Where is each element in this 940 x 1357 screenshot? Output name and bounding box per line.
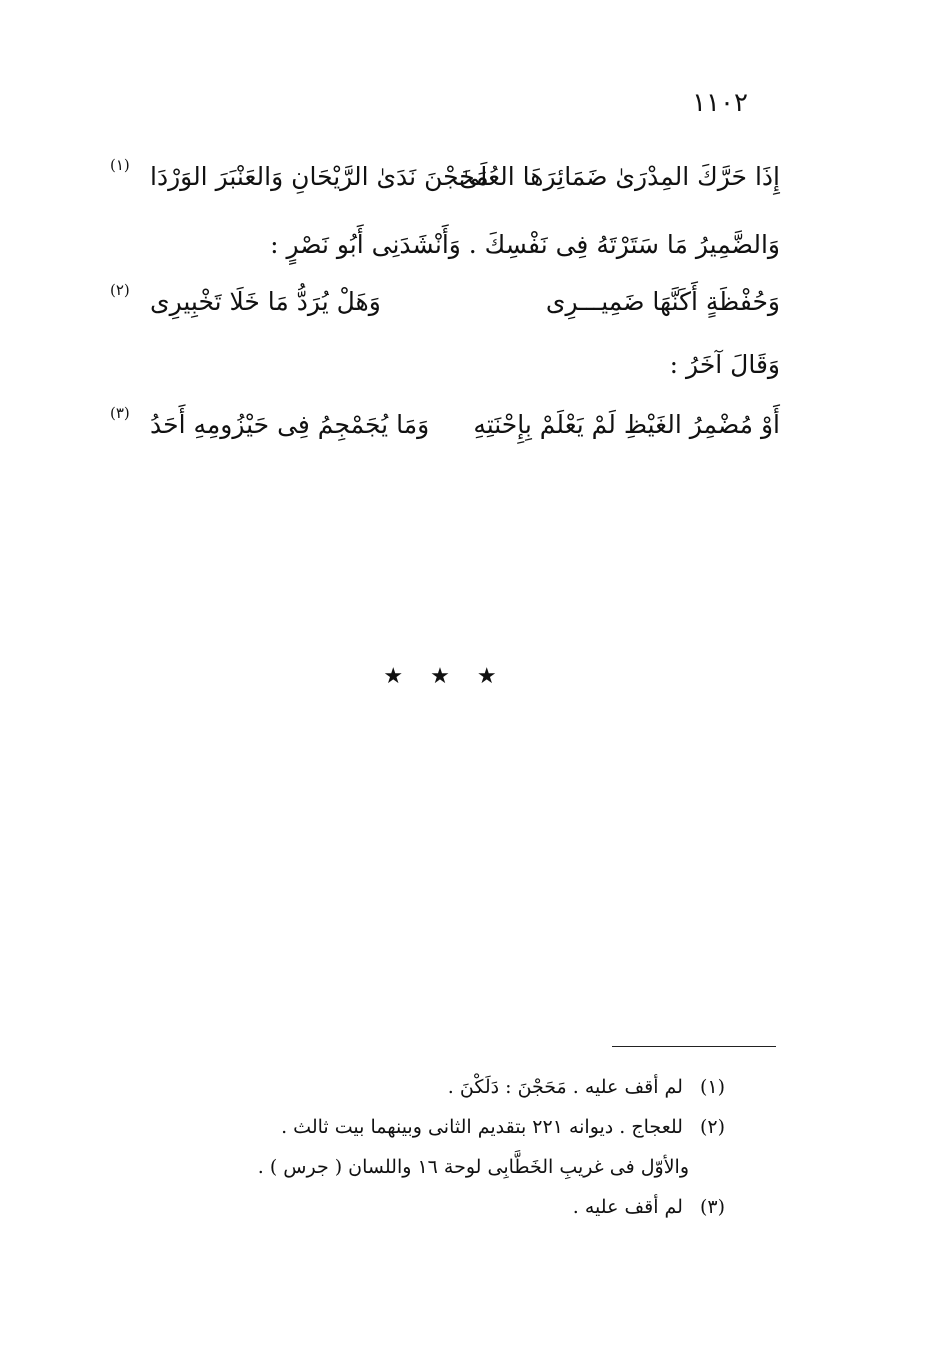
verse-2-first-hemistich: وَحُفْظَةٍ أَكَنَّهَا ضَمِيـــرِى <box>545 287 780 316</box>
footnote-3-number: (٣) <box>699 1196 725 1218</box>
footnote-1-text: لم أقف عليه . مَحَجْنَ : دَلَكْنَ . <box>447 1076 683 1098</box>
prose-line-2: وَقَالَ آخَرُ : <box>669 350 780 379</box>
footnote-1-number: (١) <box>699 1076 725 1098</box>
page-number: ١١٠٢ <box>692 88 748 118</box>
footnote-2 <box>165 1116 725 1156</box>
prose-line-1: وَالضَّمِيرُ مَا سَتَرْتَهُ فِى نَفْسِكَ . وَأَنْشَدَنِى أَبُو نَصْرٍ : <box>270 230 780 259</box>
footnote-2-continuation <box>165 1156 725 1196</box>
footnote-2-text: للعجاج . ديوانه ٢٢١ بتقديم الثانى وبينهما بيت ثالث . <box>281 1116 683 1138</box>
verse-1-footnote-ref: (١) <box>110 156 130 174</box>
verse-2-second-hemistich: وَهَلْ يُرَدُّ مَا خَلَا تَخْبِيرِى <box>150 287 381 316</box>
footnote-2-continuation-text: والأوّل فى غريبِ الخَطَّابِى لوحة ١٦ واللسان ( جرس ) . <box>257 1156 689 1178</box>
footnote-3-text: لم أقف عليه . <box>572 1196 683 1218</box>
footnote-2-number: (٢) <box>699 1116 725 1138</box>
verse-2-footnote-ref: (٢) <box>110 281 130 299</box>
footnote-3 <box>165 1196 725 1236</box>
footnote-1 <box>165 1076 725 1116</box>
footnote-rule <box>612 1046 776 1047</box>
verse-3 <box>100 404 790 460</box>
verse-3-second-hemistich: وَمَا يُجَمْجِمُ فِى حَيْزُومِهِ أَحَدُ <box>150 410 430 439</box>
section-separator-stars: ★ ★ ★ <box>383 664 507 689</box>
footnotes <box>165 1076 725 1236</box>
verse-1-second-hemistich: مَحَجْنَ نَدَىٰ الرَّيْحَانِ وَالعَنْبَرَ الوَرْدَا <box>150 162 489 191</box>
verse-3-first-hemistich: أَوْ مُضْمِرُ الغَيْظِ لَمْ يَعْلَمْ بِإِحْنَتِهِ <box>473 410 780 439</box>
verse-2 <box>100 281 790 337</box>
verse-3-footnote-ref: (٣) <box>110 404 130 422</box>
verse-1-first-hemistich: إِذَا حَرَّكَ المِدْرَىٰ ضَمَائِرَهَا العُلَىٰ <box>458 162 780 191</box>
verse-1 <box>100 156 790 212</box>
